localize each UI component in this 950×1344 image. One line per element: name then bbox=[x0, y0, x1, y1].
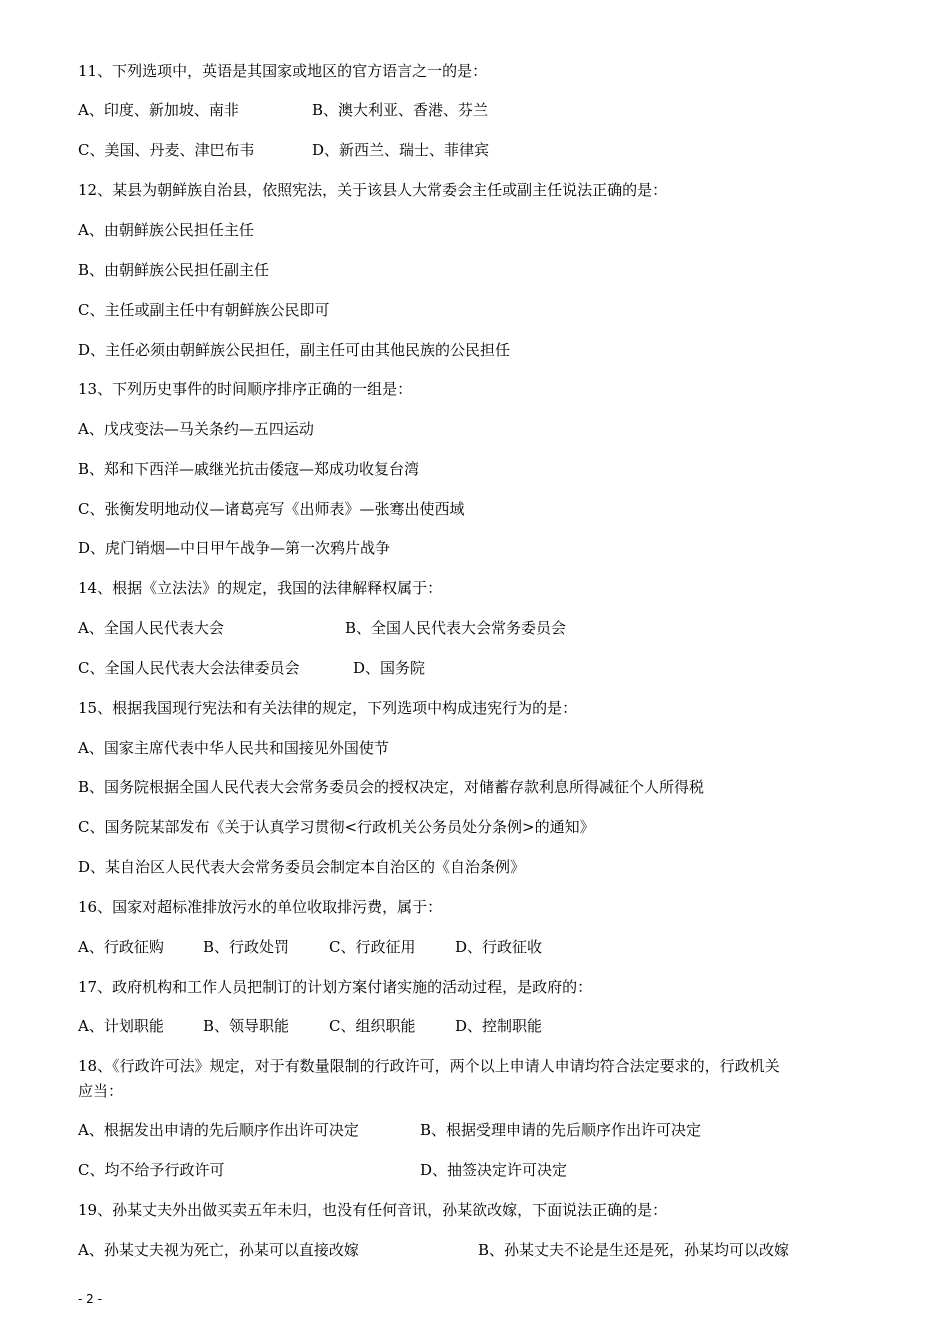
question-13-stem: 13、下列历史事件的时间顺序排序正确的一组是： bbox=[78, 380, 413, 398]
question-13-option-d: D、虎门销烟—中日甲午战争—第一次鸦片战争 bbox=[78, 539, 391, 557]
question-18-option-b: B、根据受理申请的先后顺序作出许可决定 bbox=[420, 1121, 702, 1139]
question-18-option-d: D、抽签决定许可决定 bbox=[420, 1161, 568, 1179]
question-15-option-c: C、国务院某部发布《关于认真学习贯彻<行政机关公务员处分条例>的通知》 bbox=[78, 818, 595, 836]
question-17-option-b: B、领导职能 bbox=[203, 1017, 290, 1035]
question-16-option-c: C、行政征用 bbox=[329, 938, 416, 956]
question-11-option-a: A、印度、新加坡、南非 bbox=[78, 101, 239, 119]
question-11-option-d: D、新西兰、瑞士、菲律宾 bbox=[312, 141, 490, 159]
question-12-option-d: D、主任必须由朝鲜族公民担任，副主任可由其他民族的公民担任 bbox=[78, 341, 511, 359]
question-14-option-c: C、全国人民代表大会法律委员会 bbox=[78, 659, 300, 677]
question-11-option-c: C、美国、丹麦、津巴布韦 bbox=[78, 141, 255, 159]
question-11-stem: 11、下列选项中，英语是其国家或地区的官方语言之一的是： bbox=[78, 62, 488, 80]
question-18-stem-continued: 应当： bbox=[78, 1082, 124, 1100]
question-14-option-b: B、全国人民代表大会常务委员会 bbox=[345, 619, 567, 637]
question-13-option-c: C、张衡发明地动仪—诸葛亮写《出师表》—张骞出使西域 bbox=[78, 500, 465, 518]
question-12-option-b: B、由朝鲜族公民担任副主任 bbox=[78, 261, 270, 279]
question-16-option-a: A、行政征购 bbox=[78, 938, 164, 956]
question-18-option-c: C、均不给予行政许可 bbox=[78, 1161, 225, 1179]
question-11-option-b: B、澳大利亚、香港、芬兰 bbox=[312, 101, 489, 119]
question-18-stem: 18、《行政许可法》规定，对于有数量限制的行政许可，两个以上申请人申请均符合法定要求的，行政机关 bbox=[78, 1057, 780, 1075]
question-12-stem: 12、某县为朝鲜族自治县，依照宪法，关于该县人大常委会主任或副主任说法正确的是： bbox=[78, 181, 668, 199]
question-12-option-a: A、由朝鲜族公民担任主任 bbox=[78, 221, 254, 239]
question-19-option-b: B、孙某丈夫不论是生还是死，孙某均可以改嫁 bbox=[478, 1241, 790, 1259]
question-16-option-d: D、行政征收 bbox=[455, 938, 543, 956]
question-14-option-a: A、全国人民代表大会 bbox=[78, 619, 224, 637]
question-14-stem: 14、根据《立法法》的规定，我国的法律解释权属于： bbox=[78, 579, 443, 597]
question-17-option-c: C、组织职能 bbox=[329, 1017, 416, 1035]
page-number: - 2 - bbox=[78, 1292, 102, 1306]
question-14-option-d: D、国务院 bbox=[353, 659, 426, 677]
question-19-option-a: A、孙某丈夫视为死亡，孙某可以直接改嫁 bbox=[78, 1241, 359, 1259]
question-15-option-d: D、某自治区人民代表大会常务委员会制定本自治区的《自治条例》 bbox=[78, 858, 526, 876]
question-17-option-a: A、计划职能 bbox=[78, 1017, 164, 1035]
question-18-option-a: A、根据发出申请的先后顺序作出许可决定 bbox=[78, 1121, 359, 1139]
question-13-option-b: B、郑和下西洋—戚继光抗击倭寇—郑成功收复台湾 bbox=[78, 460, 420, 478]
question-13-option-a: A、戊戌变法—马关条约—五四运动 bbox=[78, 420, 314, 438]
question-15-option-b: B、国务院根据全国人民代表大会常务委员会的授权决定，对储蓄存款利息所得减征个人所得税 bbox=[78, 778, 705, 796]
question-15-option-a: A、国家主席代表中华人民共和国接见外国使节 bbox=[78, 739, 389, 757]
question-17-option-d: D、控制职能 bbox=[455, 1017, 543, 1035]
question-19-stem: 19、孙某丈夫外出做买卖五年未归，也没有任何音讯，孙某欲改嫁，下面说法正确的是： bbox=[78, 1201, 668, 1219]
question-16-stem: 16、国家对超标准排放污水的单位收取排污费，属于： bbox=[78, 898, 443, 916]
question-17-stem: 17、政府机构和工作人员把制订的计划方案付诸实施的活动过程，是政府的： bbox=[78, 978, 593, 996]
question-15-stem: 15、根据我国现行宪法和有关法律的规定，下列选项中构成违宪行为的是： bbox=[78, 699, 578, 717]
question-12-option-c: C、主任或副主任中有朝鲜族公民即可 bbox=[78, 301, 330, 319]
question-16-option-b: B、行政处罚 bbox=[203, 938, 290, 956]
